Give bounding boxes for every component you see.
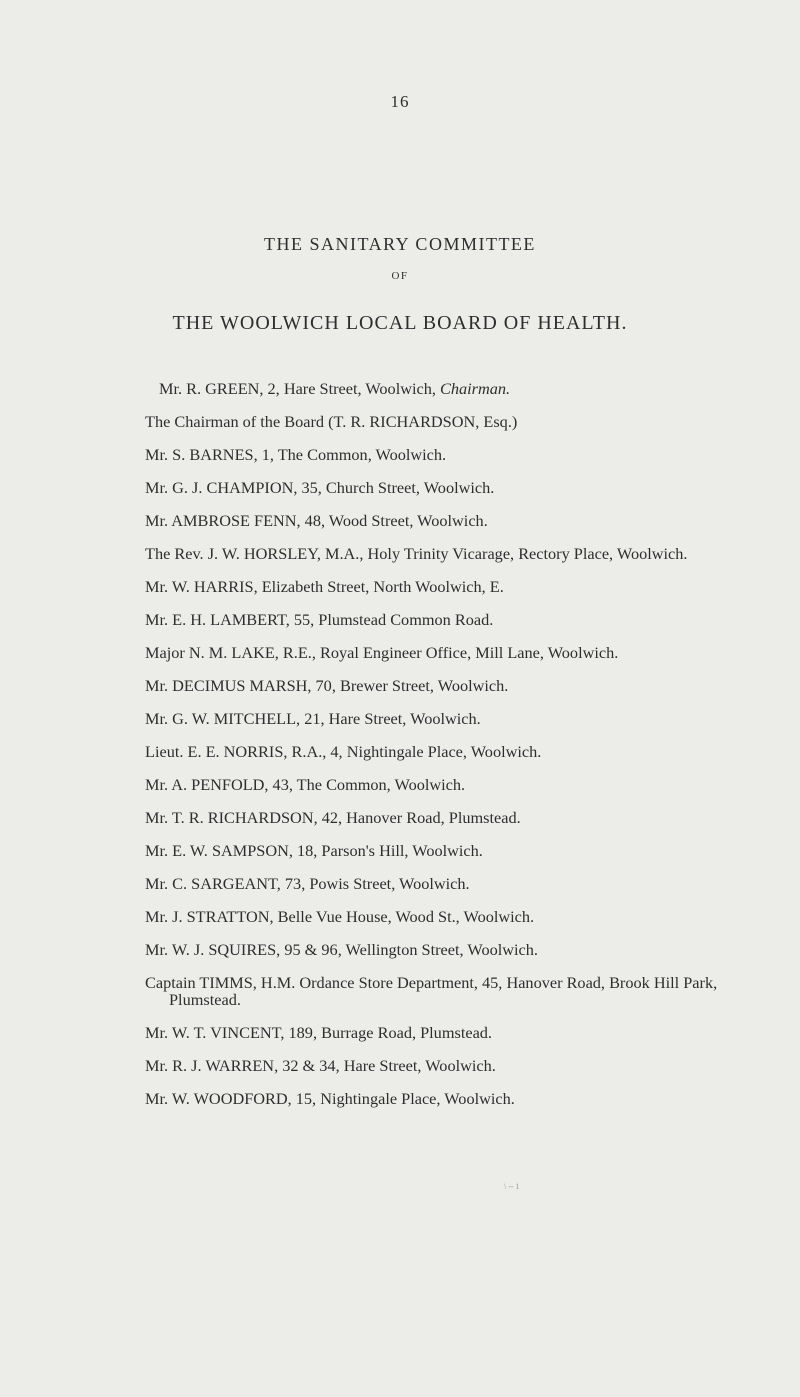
- member-list: [145, 380, 725, 1123]
- member-entry: Mr. W. T. VINCENT, 189, Burrage Road, Plumstead.: [145, 1023, 493, 1042]
- committee-title: THE SANITARY COMMITTEE: [264, 234, 536, 254]
- board-subtitle: THE WOOLWICH LOCAL BOARD OF HEALTH.: [172, 312, 628, 334]
- member-entry: The Chairman of the Board (T. R. RICHARDSON, Esq.): [145, 412, 518, 431]
- member-entry: Mr. S. BARNES, 1, The Common, Woolwich.: [145, 445, 447, 464]
- member-entry: Mr. E. W. SAMPSON, 18, Parson's Hill, Woolwich.: [145, 841, 483, 860]
- member-entry: Mr. C. SARGEANT, 73, Powis Street, Woolwich.: [145, 874, 470, 893]
- member-entry: Lieut. E. E. NORRIS, R.A., 4, Nightingale Place, Woolwich.: [145, 742, 542, 761]
- member-entry: Mr. J. STRATTON, Belle Vue House, Wood St., Woolwich.: [145, 907, 535, 926]
- chairman-role: Chairman.: [440, 379, 511, 398]
- member-entry: Mr. R. J. WARREN, 32 & 34, Hare Street, Woolwich.: [145, 1056, 496, 1075]
- member-entry: Mr. AMBROSE FENN, 48, Wood Street, Woolwich.: [145, 511, 488, 530]
- member-entry: Mr. A. PENFOLD, 43, The Common, Woolwich.: [145, 775, 466, 794]
- member-entry: Mr. W. J. SQUIRES, 95 & 96, Wellington Street, Woolwich.: [145, 940, 538, 959]
- member-entry-chairman: [145, 380, 725, 397]
- member-entry: Mr. T. R. RICHARDSON, 42, Hanover Road, Plumstead.: [145, 808, 521, 827]
- member-entry: Mr. G. J. CHAMPION, 35, Church Street, Woolwich.: [145, 478, 495, 497]
- member-entry: Major N. M. LAKE, R.E., Royal Engineer Office, Mill Lane, Woolwich.: [145, 643, 619, 662]
- page-number: 16: [390, 92, 410, 111]
- member-text: Mr. R. GREEN, 2, Hare Street, Woolwich,: [159, 379, 441, 398]
- member-entry: Captain TIMMS, H.M. Ordance Store Department, 45, Hanover Road, Brook Hill Park, Plumstead.: [145, 973, 718, 1009]
- member-entry: Mr. G. W. MITCHELL, 21, Hare Street, Woolwich.: [145, 709, 481, 728]
- member-entry: Mr. DECIMUS MARSH, 70, Brewer Street, Woolwich.: [145, 676, 509, 695]
- member-entry: The Rev. J. W. HORSLEY, M.A., Holy Trinity Vicarage, Rectory Place, Woolwich.: [145, 544, 688, 563]
- member-entry: Mr. E. H. LAMBERT, 55, Plumstead Common Road.: [145, 610, 494, 629]
- member-entry: Mr. W. WOODFORD, 15, Nightingale Place, Woolwich.: [145, 1089, 515, 1108]
- member-entry: Mr. W. HARRIS, Elizabeth Street, North Woolwich, E.: [145, 577, 504, 596]
- of-connector: OF: [391, 270, 409, 282]
- stray-mark: \ -- 1: [504, 1182, 520, 1191]
